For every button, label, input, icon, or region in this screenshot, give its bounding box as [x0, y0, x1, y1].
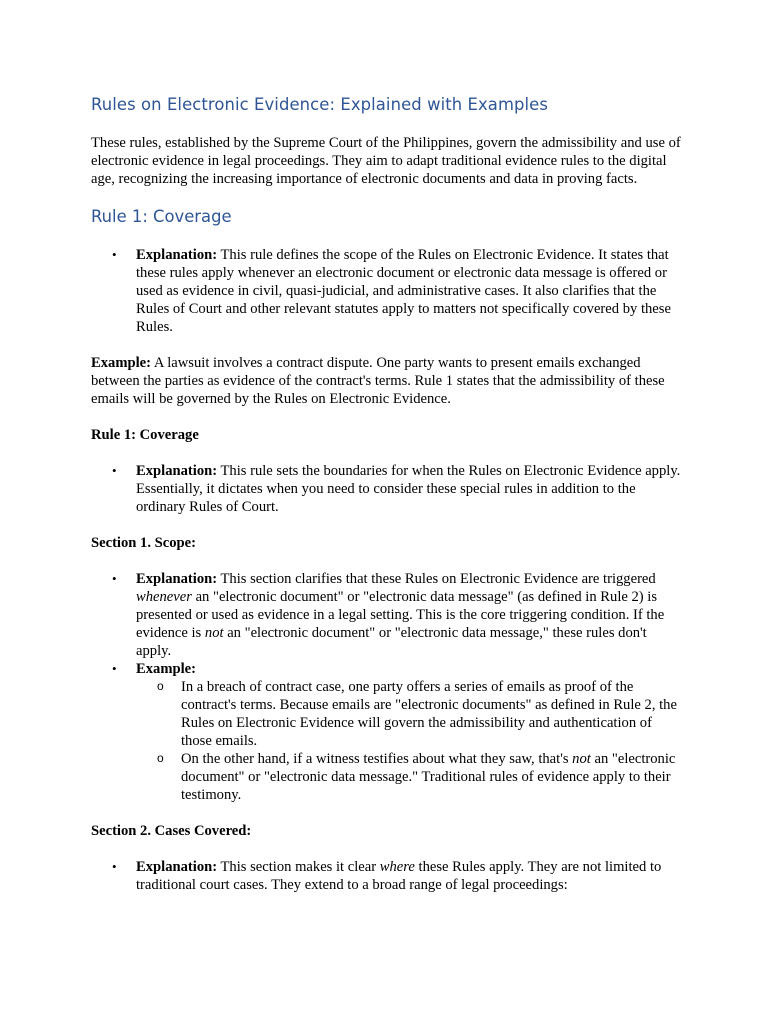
example-text: A lawsuit involves a contract dispute. One party wants to present emails exchanged between the parties as evidence of the contract's terms. Rule 1 states that the admissibility of these emails will be governed by the Rules on Electronic Evidence. — [91, 355, 665, 407]
bullet-icon: • — [112, 859, 117, 874]
explanation-text: an "electronic document" or "electronic data message" (as defined in Rule 2) is presented or used as evidence in a legal setting. This is the core triggering condition. If the evidence is — [136, 589, 665, 641]
circle-bullet-icon: o — [157, 679, 164, 693]
explanation-text: This section makes it clear — [217, 859, 380, 875]
document-title: Rules on Electronic Evidence: Explained with Examples — [91, 95, 549, 114]
list-item — [91, 858, 681, 894]
list-item — [91, 246, 681, 336]
rule1-heading: Rule 1: Coverage — [91, 207, 232, 226]
section2-list — [91, 858, 681, 894]
bullet-icon: • — [112, 463, 117, 478]
rule1b-heading: Rule 1: Coverage — [91, 427, 199, 443]
explanation-text: these Rules apply. They are not limited to traditional court cases. They extend to a broad range of legal proceedings: — [136, 859, 662, 893]
list-item — [91, 462, 681, 516]
example-label: Example: — [136, 661, 196, 677]
emphasis-text: not — [572, 751, 591, 767]
explanation-text: This rule defines the scope of the Rules on Electronic Evidence. It states that these rules apply whenever an electronic document or electronic data message is offered or used as evidence in civil, quasi-judicial, and administrative cases. It also clarifies that the Rules of Court and other relevant statutes apply to matters not specifically covered by these Rules. — [136, 247, 671, 335]
bullet-icon: • — [112, 247, 117, 262]
rule1-list — [91, 246, 681, 336]
sublist-item — [136, 750, 681, 804]
emphasis-text: not — [204, 625, 224, 641]
emphasis-text: whenever — [136, 589, 192, 605]
example-text: an "electronic document" or "electronic data message." Traditional rules of evidence apply to their testimony. — [181, 751, 676, 803]
list-item — [91, 570, 681, 660]
explanation-text: This section clarifies that these Rules on Electronic Evidence are triggered — [217, 571, 656, 587]
bullet-icon: • — [112, 661, 117, 676]
explanation-label: Explanation: — [136, 463, 218, 479]
example-text: On the other hand, if a witness testifies about what they saw, that's — [181, 751, 573, 767]
list-item — [91, 660, 681, 804]
section1-list — [91, 570, 681, 804]
emphasis-text: where — [379, 859, 415, 875]
example-paragraph — [91, 354, 681, 408]
explanation-label: Explanation: — [136, 571, 218, 587]
circle-bullet-icon: o — [157, 751, 164, 765]
document-body — [91, 94, 681, 912]
explanation-label: Explanation: — [136, 247, 218, 263]
bullet-icon: • — [112, 571, 117, 586]
rule1b-list — [91, 462, 681, 516]
sublist-item — [136, 678, 681, 750]
example-text: In a breach of contract case, one party offers a series of emails as proof of the contract's terms. Because emails are "electronic documents" as defined in Rule 2, the Rules on Electronic Evidence will govern the admissibility and authentication of those emails. — [181, 679, 677, 749]
explanation-text: This rule sets the boundaries for when the Rules on Electronic Evidence apply. Essentially, it dictates when you need to consider these special rules in addition to the ordinary Rules of Court. — [136, 463, 681, 515]
example-label: Example: — [91, 355, 151, 371]
explanation-text: an "electronic document" or "electronic data message," these rules don't apply. — [136, 625, 647, 659]
section2-heading: Section 2. Cases Covered: — [91, 823, 252, 839]
explanation-label: Explanation: — [136, 859, 218, 875]
section1-heading: Section 1. Scope: — [91, 535, 196, 551]
example-sublist — [136, 678, 681, 804]
intro-paragraph: These rules, established by the Supreme Court of the Philippines, govern the admissibility and use of electronic evidence in legal proceedings. They aim to adapt traditional evidence rules to the digital age, recognizing the increasing importance of electronic documents and data in proving facts. — [91, 135, 681, 187]
